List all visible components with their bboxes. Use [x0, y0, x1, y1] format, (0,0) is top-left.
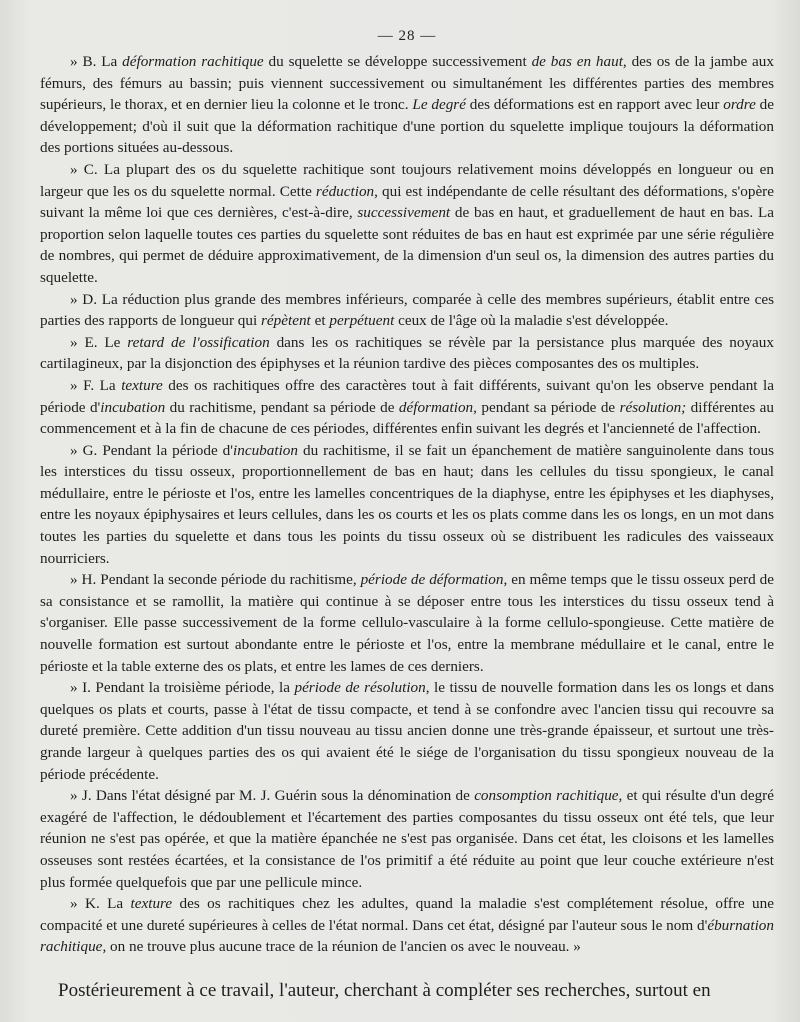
- text-run: du rachitisme, il se fait un épanchement de matière sanguinolente dans tous les interstices du tissu osseux, proportionnellement de bas en haut; dans les cellules du tissu spongieux, le canal médullaire, entre le périoste et l'os, entre les lamelles concentriques de la diaphyse, entre les épiphyses et les diaphyses, entre les noyaux épiphysaires et leurs cellules, dans les os courts et les os plats comme dans les os longs, en un mot dans toutes les parties du squelette et dans tous les points du tissu osseux où se distribuent les radicules des vaisseaux nourriciers.: [40, 441, 775, 567]
- text-run: différentes au commencement et à la fin de chacune de ces périodes, différentes enfin suivant les degrés et l'ancienneté de l'affection.: [40, 398, 775, 438]
- italic-term: texture: [121, 376, 163, 394]
- italic-term: Le degré: [412, 96, 466, 114]
- italic-term: incubation: [100, 398, 166, 416]
- text-run: , pendant sa période de: [473, 398, 620, 416]
- italic-term: déformation: [398, 398, 474, 416]
- text-run: » B. La: [70, 53, 123, 70]
- italic-term: période de déformation: [360, 571, 504, 589]
- text-run: , en même temps que le tissu osseux perd de sa consistance et se ramollit, la matière qui continue à se déposer entre tous les interstices du tissu osseux tend à s'organiser. Elle passe successivement de la forme cellulo-vasculaire à la forme cellulo-spongieuse. Cette matière de nouvelle formation est surtout abondante entre le périoste et l'os, entre la membrane médullaire et le canal, entre le périoste et la table externe des os plats, et entre les lames de ces derniers.: [40, 571, 774, 675]
- text-run: ceux de l'âge où la maladie s'est développée.: [394, 312, 669, 330]
- italic-term: répètent: [261, 312, 311, 330]
- italic-term: de bas en haut: [531, 53, 623, 70]
- italic-term: éburnation rachitique: [40, 916, 774, 956]
- page-number: — 28 —: [377, 28, 437, 44]
- text-run: » E. Le: [70, 333, 128, 351]
- text-run: » F. La: [70, 376, 122, 394]
- italic-term: retard de l'ossification: [127, 333, 270, 351]
- body-text: [40, 51, 774, 958]
- italic-term: résolution;: [619, 398, 687, 416]
- italic-term: période de résolution: [294, 679, 426, 697]
- paragraph: [40, 785, 774, 893]
- text-run: de développement; d'où il suit que la déformation rachitique d'une portion du squelette implique toujours la déformation des portions situées au-dessous.: [40, 96, 774, 157]
- italic-term: texture: [130, 895, 173, 913]
- italic-term: successivement: [357, 204, 451, 222]
- text-run: des os rachitiques offre des caractères tout à fait différents, suivant qu'on les observe pendant la période d': [40, 376, 774, 416]
- paragraph: [40, 569, 774, 677]
- paragraph: [40, 440, 774, 570]
- text-run: » K. La: [70, 895, 131, 913]
- text-run: de bas en haut, et graduellement de haut en bas. La proportion selon laquelle toutes ces parties du squelette sont réduites de bas en haut est exprimée par une série régulière de nombres, qui permet de déduire approximativement, de la dimension d'un seul os, la dimension des autres parties du squelette.: [40, 204, 774, 286]
- italic-term: déformation rachitique: [122, 53, 264, 70]
- text-run: , on ne trouve plus aucune trace de la réunion de l'ancien os avec le nouveau. »: [102, 938, 581, 956]
- text-run: , le tissu de nouvelle formation dans les os longs et dans quelques os plats et courts, passe à l'état de tissu compacte, et tend à se confondre avec l'ancien tissu qui recouvre sa dureté première. Cette addition d'un tissu nouveau au tissu ancien donne une très-grande épaisseur, et surtout une très-grande largeur à quelques parties des os qui avaient été le siége de l'organisation du tissu spongieux nouveau de la période précédente.: [40, 679, 775, 783]
- text-run: » I. Pendant la troisième période, la: [70, 679, 295, 697]
- paragraph: [40, 289, 774, 332]
- text-run: » J. Dans l'état désigné par M. J. Guérin sous la dénomination de: [70, 787, 475, 805]
- paragraph: [40, 332, 774, 375]
- paragraph: [40, 375, 774, 440]
- text-run: » G. Pendant la période d': [70, 441, 234, 459]
- text-run: » C. La plupart des os du squelette rachitique sont toujours relativement moins développés en longueur ou en largeur que les os du squelette normal. Cette: [40, 160, 774, 200]
- italic-term: réduction: [315, 182, 375, 200]
- italic-term: ordre: [723, 96, 756, 114]
- text-run: du squelette se développe successivement: [263, 53, 532, 70]
- text-run: dans les os rachitiques se révèle par la persistance plus marquée des noyaux cartilagineux, par la disjonction des épiphyses et la réunion tardive des pièces composantes des os multiples.: [40, 333, 774, 373]
- paragraph: [40, 51, 774, 159]
- text-run: , des os de la jambe aux fémurs, des fémurs au bassin; puis viennent successivement ou simultanément les différentes parties des membres supérieurs, le thorax, et en dernier lieu la colonne et le tronc.: [40, 53, 774, 114]
- text-run: des déformations est en rapport avec leur: [465, 96, 724, 114]
- text-run: , et qui résulte d'un degré exagéré de l'affection, le dédoublement et l'écartement des parties composantes du tissu osseux ont été tels, que leur réunion ne s'est pas opérée, et que la matière épanchée ne s'est pas organisée. Dans cet état, les cloisons et les lamelles osseuses sont restées écartées, et la consistance de l'os primitif a été réduite au point que leur couche extérieure n'est plus formée quelquefois que par une pellicule mince.: [40, 787, 774, 891]
- text-run: » H. Pendant la seconde période du rachitisme,: [70, 571, 361, 589]
- text-run: des os rachitiques chez les adultes, quand la maladie s'est complétement résolue, offre une compacité et une dureté supérieures à celles de l'état normal. Dans cet état, désigné par l'auteur sous le nom d': [40, 895, 774, 934]
- text-run: » D. La réduction plus grande des membres inférieurs, comparée à celle des membres supérieurs, établit entre ces parties des rapports de longueur qui: [40, 290, 774, 330]
- paragraph: [40, 677, 774, 785]
- paragraph: [40, 893, 774, 958]
- italic-term: perpétuent: [329, 312, 395, 330]
- italic-term: consomption rachitique: [474, 787, 619, 805]
- paragraph: [40, 159, 774, 289]
- italic-term: incubation: [233, 441, 298, 459]
- text-run: , qui est indépendante de celle résultant des déformations, s'opère suivant la même loi que ces dernières, c'est-à-dire,: [40, 182, 774, 222]
- closing-line: Postérieurement à ce travail, l'auteur, cherchant à compléter ses recherches, surtout en: [58, 979, 711, 1001]
- text-run: du rachitisme, pendant sa période de: [165, 398, 399, 416]
- text-run: et: [310, 312, 330, 330]
